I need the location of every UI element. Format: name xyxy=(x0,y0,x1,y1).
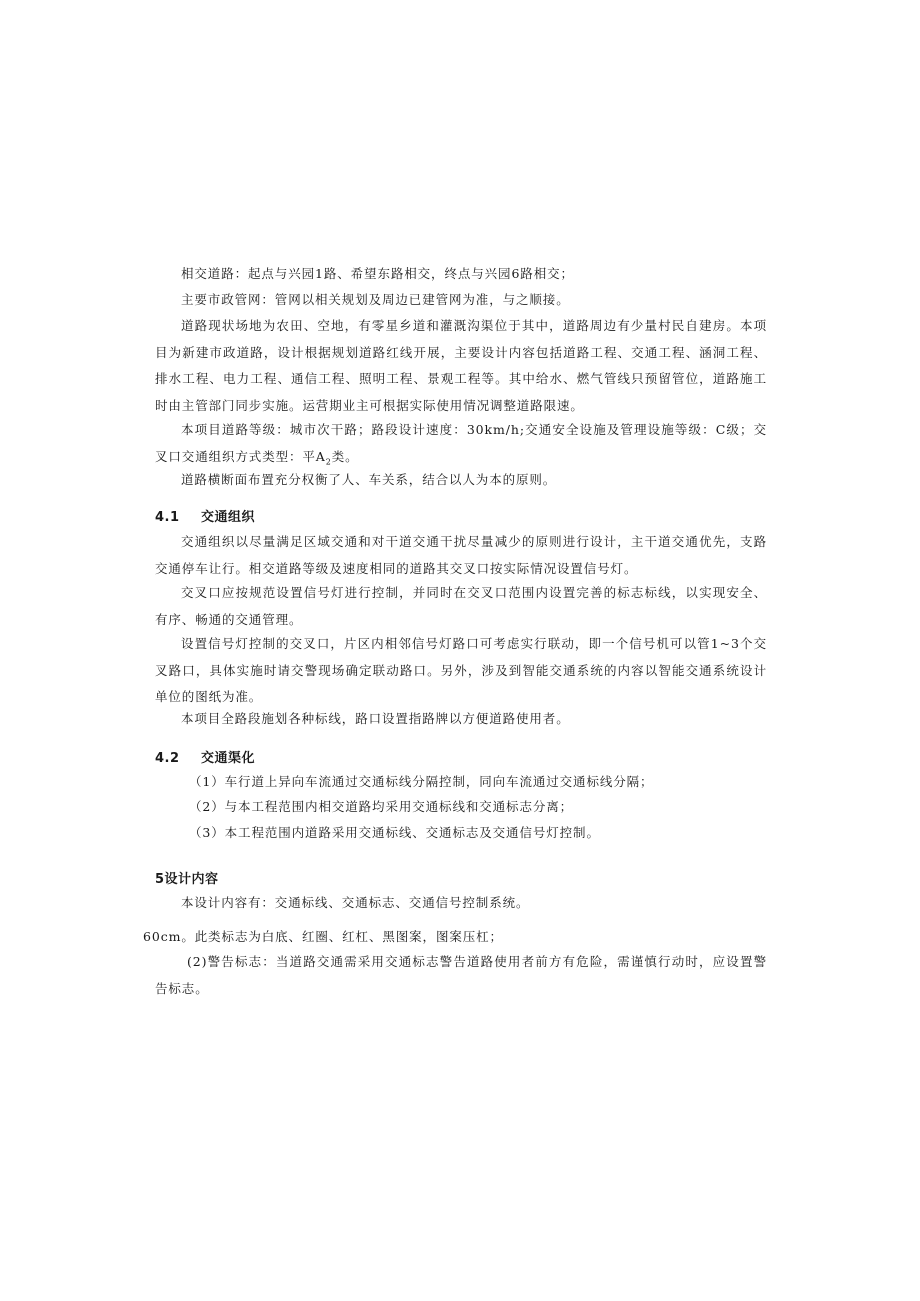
prohibition-sign-paragraph: 60cm。此类标志为白底、红圈、红杠、黑图案，图案压杠； xyxy=(143,929,503,944)
pipeline-paragraph: 主要市政管网：管网以相关规划及周边已建管网为准，与之顺接。 xyxy=(181,292,570,307)
section-4-2-title: 交通渠化 xyxy=(201,751,256,766)
traffic-organization-paragraph-4: 本项目全路段施划各种标线，路口设置指路牌以方便道路使用者。 xyxy=(181,711,570,726)
section-4-1-heading xyxy=(155,506,255,525)
channelization-item-2: （2）与本工程范围内相交道路均采用交通标线和交通标志分离； xyxy=(189,799,574,814)
road-grade-text: 本项目道路等级：城市次干路；路段设计速度：30km/h;交通安全设施及管理设施等级：C级；交叉口交通组织方式类型：平A xyxy=(155,422,767,464)
traffic-organization-paragraph-2: 交叉口应按规范设置信号灯进行控制，并同时在交叉口范围内设置完善的标志标线，以实现安全、有序、畅通的交通管理。 xyxy=(155,585,767,627)
warning-sign-paragraph: (2)警告标志：当道路交通需采用交通标志警告道路使用者前方有危险，需谨慎行动时，应设置警告标志。 xyxy=(155,954,767,996)
intersecting-roads-paragraph: 相交道路：起点与兴园1路、希望东路相交，终点与兴园6路相交； xyxy=(181,266,574,281)
traffic-organization-paragraph-1: 交通组织以尽量满足区域交通和对干道交通干扰尽量减少的原则进行设计，主干道交通优先，支路交通停车让行。相交道路等级及速度相同的道路其交叉口按实际情况设置信号灯。 xyxy=(155,534,767,576)
channelization-item-3: （3）本工程范围内道路采用交通标线、交通标志及交通信号灯控制。 xyxy=(189,825,600,840)
section-4-1-number: 4.1 xyxy=(155,510,180,525)
site-status-paragraph: 道路现状场地为农田、空地，有零星乡道和灌溉沟渠位于其中，道路周边有少量村民自建房。本项目为新建市政道路，设计根据规划道路红线开展，主要设计内容包括道路工程、交通工程、涵洞工程、排水工程、电力工程、通信工程、照明工程、景观工程等。其中给水、燃气管线只预留管位，道路施工时由主管部门同步实施。运营期业主可根据实际使用情况调整道路限速。 xyxy=(155,318,767,413)
section-4-1-title: 交通组织 xyxy=(201,510,256,525)
section-5-heading: 5设计内容 xyxy=(155,872,219,887)
section-4-2-heading xyxy=(155,747,255,766)
traffic-organization-paragraph-3: 设置信号灯控制的交叉口，片区内相邻信号灯路口可考虑实行联动，即一个信号机可以管1~3个交叉路口，具体实施时请交警现场确定联动路口。另外，涉及到智能交通系统的内容以智能交通系统设计单位的图纸为准。 xyxy=(155,636,767,704)
section-4-2-number: 4.2 xyxy=(155,751,180,766)
road-grade-text-end: 类。 xyxy=(331,448,359,464)
design-content-paragraph: 本设计内容有：交通标线、交通标志、交通信号控制系统。 xyxy=(181,895,530,910)
channelization-item-1: （1）车行道上异向车流通过交通标线分隔控制，同向车流通过交通标线分隔； xyxy=(189,774,654,789)
road-grade-subscript: 2 xyxy=(325,457,332,466)
cross-section-paragraph: 道路横断面布置充分权衡了人、车关系，结合以人为本的原则。 xyxy=(181,472,557,487)
